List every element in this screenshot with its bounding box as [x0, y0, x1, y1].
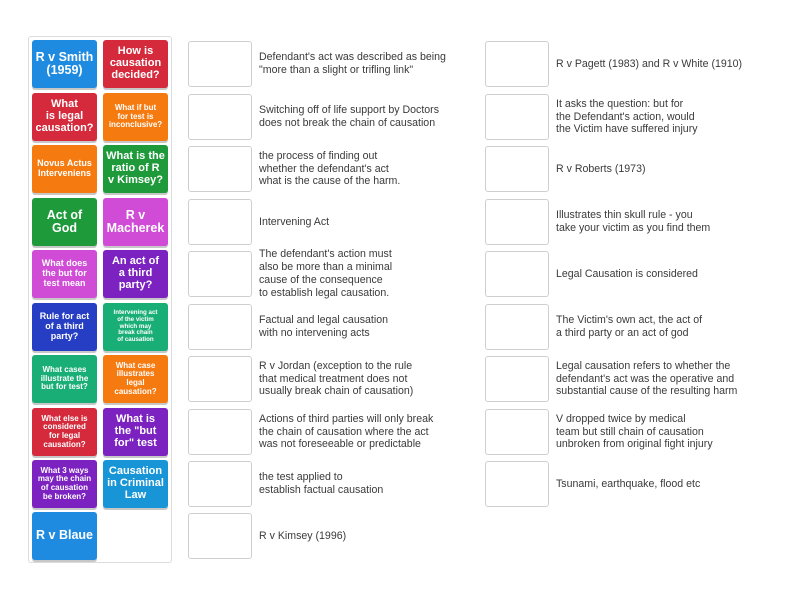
tile-act-of-third-party[interactable]: An act of a third party? — [103, 250, 168, 298]
clue-text: Switching off of life support by Doctors does not break the chain of causation — [259, 104, 439, 129]
clue-text: Illustrates thin skull rule - you take your victim as you find them — [556, 209, 711, 234]
tile-novus-actus-interveniens[interactable]: Novus Actus Interveniens — [32, 145, 97, 193]
clue-text: The Victim's own act, the act of a third party or an act of god — [556, 314, 703, 339]
match-row — [188, 250, 392, 298]
tile-what-is-legal-causation[interactable]: What is legal causation? — [32, 93, 97, 141]
clue-text: Legal Causation is considered — [556, 267, 698, 280]
drop-zone[interactable] — [188, 146, 252, 192]
match-row — [188, 355, 413, 403]
tile-case-illustrates-legal-causation[interactable]: What case illustrates legal causation? — [103, 355, 168, 403]
clue-text: the test applied to establish factual causation — [259, 471, 384, 496]
match-row — [188, 40, 446, 88]
drop-zone[interactable] — [485, 304, 549, 350]
clue-text: Legal causation refers to whether the defendant's act was the operative and substantial cause of the resulting harm — [556, 359, 738, 398]
drop-zone[interactable] — [188, 356, 252, 402]
clue-text: Actions of third parties will only break the chain of causation where the act was not foreseeable or predictable — [259, 412, 434, 451]
clue-text: Factual and legal causation with no intervening acts — [259, 314, 388, 339]
tile-r-v-smith[interactable]: R v Smith (1959) — [32, 40, 97, 88]
tile-three-ways-chain-broken[interactable]: What 3 ways may the chain of causation be broken? — [32, 460, 97, 508]
drop-zone[interactable] — [188, 199, 252, 245]
match-row — [188, 303, 388, 351]
clue-text: V dropped twice by medical team but still chain of causation unbroken from original fight injury — [556, 412, 713, 451]
match-row — [188, 93, 439, 141]
match-row — [188, 460, 383, 508]
match-row — [188, 408, 433, 456]
clue-text: R v Roberts (1973) — [556, 162, 646, 175]
match-row — [485, 460, 700, 508]
clue-text: Defendant's act was described as being "more than a slight or trifling link" — [259, 51, 446, 76]
tile-how-is-causation-decided[interactable]: How is causation decided? — [103, 40, 168, 88]
match-row — [188, 198, 329, 246]
clue-text: It asks the question: but for the Defendant's action, would the Victim have suffered injury — [556, 97, 698, 136]
clue-text: The defendant's action must also be more than a minimal cause of the consequence to establish legal causation. — [259, 248, 393, 299]
match-row — [485, 303, 702, 351]
drop-zone[interactable] — [188, 513, 252, 559]
drop-zone[interactable] — [188, 94, 252, 140]
clue-text: R v Jordan (exception to the rule that medical treatment does not usually break chain of causation) — [259, 359, 414, 398]
match-row — [485, 355, 737, 403]
drop-zone[interactable] — [485, 94, 549, 140]
clue-text: R v Kimsey (1996) — [259, 529, 347, 542]
match-row — [485, 250, 698, 298]
tile-what-is-but-for-test[interactable]: What is the "but for" test — [103, 408, 168, 456]
drop-zone[interactable] — [188, 251, 252, 297]
clue-text: Tsunami, earthquake, flood etc — [556, 477, 701, 490]
drop-zone[interactable] — [485, 461, 549, 507]
tile-rule-third-party[interactable]: Rule for act of a third party? — [32, 303, 97, 351]
drop-zone[interactable] — [188, 409, 252, 455]
match-row — [485, 408, 713, 456]
drop-zone[interactable] — [485, 199, 549, 245]
tile-causation-in-criminal-law[interactable]: Causation in Criminal Law — [103, 460, 168, 508]
match-row — [485, 145, 646, 193]
tile-what-does-but-for-mean[interactable]: What does the but for test mean — [32, 250, 97, 298]
drop-zone[interactable] — [485, 41, 549, 87]
clue-text: R v Pagett (1983) and R v White (1910) — [556, 57, 743, 70]
drop-zone[interactable] — [485, 409, 549, 455]
tile-r-v-macherek[interactable]: R v Macherek — [103, 198, 168, 246]
clue-text: Intervening Act — [259, 215, 330, 228]
tile-ratio-of-r-v-kimsey[interactable]: What is the ratio of R v Kimsey? — [103, 145, 168, 193]
match-row — [188, 145, 400, 193]
tile-intervening-act-of-victim[interactable]: Intervening act of the victim which may break chain of causation — [103, 303, 168, 351]
drop-zone[interactable] — [188, 304, 252, 350]
tile-cases-illustrate-but-for[interactable]: What cases illustrate the but for test? — [32, 355, 97, 403]
match-row — [485, 198, 710, 246]
match-row — [485, 40, 742, 88]
drop-zone[interactable] — [485, 251, 549, 297]
drop-zone[interactable] — [188, 41, 252, 87]
match-row — [485, 93, 698, 141]
match-row — [188, 512, 346, 560]
clue-text: the process of finding out whether the defendant's act what is the cause of the harm. — [259, 149, 401, 188]
drop-zone[interactable] — [188, 461, 252, 507]
tile-act-of-god[interactable]: Act of God — [32, 198, 97, 246]
tile-but-for-inconclusive[interactable]: What if but for test is inconclusive? — [103, 93, 168, 141]
tile-r-v-blaue[interactable]: R v Blaue — [32, 512, 97, 560]
tile-what-else-legal-causation[interactable]: What else is considered for legal causation? — [32, 408, 97, 456]
drop-zone[interactable] — [485, 356, 549, 402]
drop-zone[interactable] — [485, 146, 549, 192]
